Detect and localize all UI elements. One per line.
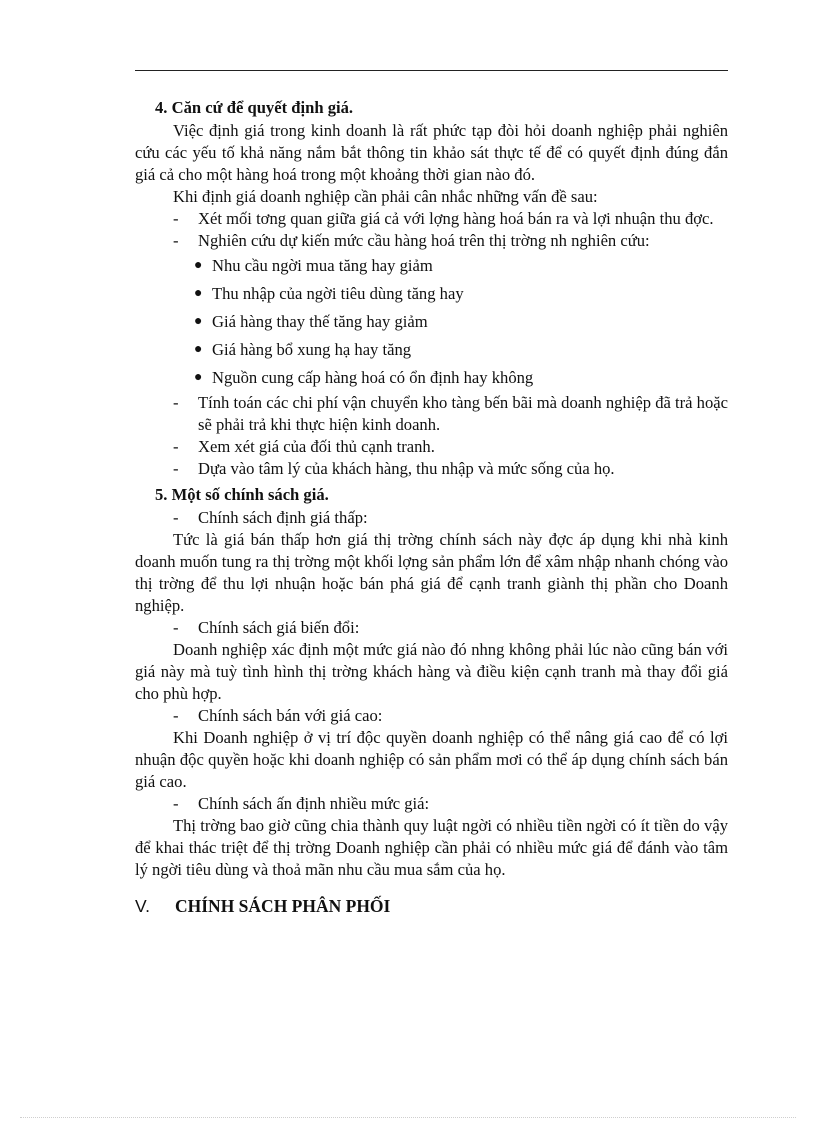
policy-title: Chính sách giá biến đổi: [198, 618, 360, 637]
bullet-icon: ● [194, 258, 203, 273]
dash-marker: - [173, 393, 179, 412]
bullet-icon: ● [194, 370, 203, 385]
section-4-paragraph-1: Việc định giá trong kinh doanh là rất phức tạp đòi hỏi doanh nghiệp phải nghiên cứu các yếu tố khả năng nắm bắt thông tin khảo sát thực tế để có quyết định đúng đắn giá cả cho một hàng hoá trong một khoảng thời gian nào đó. [135, 121, 728, 184]
section-5-heading: 5. Một số chính sách giá. [155, 485, 329, 504]
list-item [135, 793, 728, 815]
document-body [135, 95, 728, 917]
footer-dotted-rule [20, 1117, 796, 1118]
list-item [135, 507, 728, 529]
bullet-icon: ● [194, 286, 203, 301]
section-5-paragraph-1: Tức là giá bán thấp hơn giá thị trờng chính sách này đợc áp dụng khi nhà kinh doanh muốn tung ra thị trờng một khối lợng sản phẩm lớn để xâm nhập nhanh chóng vào thị trờng để thu lợi nhuận hoặc bán phá giá để cạnh tranh giành thị phần cho Doanh nghiệp. [135, 530, 728, 615]
section-5-paragraph-2: Doanh nghiệp xác định một mức giá nào đó nhng không phải lúc nào cũng bán với giá này mà tuỳ tình hình thị trờng khách hàng và điều kiện cạnh tranh mà thay đổi giá cho phù hợp. [135, 640, 728, 703]
list-item-text: Tính toán các chi phí vận chuyển kho tàng bến bãi mà doanh nghiệp đã trả hoặc sẽ phải trả khi thực hiện kinh doanh. [198, 393, 728, 434]
bullet-item [135, 252, 728, 280]
dash-marker: - [173, 231, 179, 250]
section-5-paragraph-3: Khi Doanh nghiệp ở vị trí độc quyền doanh nghiệp có thể nâng giá cao để có lợi nhuận độc quyền hoặc khi doanh nghiệp có sản phẩm mơi có thể áp dụng chính sách bán giá cao. [135, 728, 728, 791]
bullet-icon: ● [194, 342, 203, 357]
section-5-paragraph-4: Thị trờng bao giờ cũng chia thành quy luật ngời có nhiều tiền ngời có ít tiền do vậy để khai thác triệt để thị trờng Doanh nghiệp cần phải có nhiều mức giá để đánh vào tâm lý ngời tiêu dùng và thoả mãn nhu cầu mua sắm của họ. [135, 816, 728, 879]
list-item [135, 458, 728, 480]
bullet-text: Giá hàng thay thế tăng hay giảm [212, 312, 428, 331]
section-v-numeral: V. [135, 896, 150, 916]
dash-marker: - [173, 459, 179, 478]
list-item [135, 705, 728, 727]
bullet-text: Thu nhập của ngời tiêu dùng tăng hay [212, 284, 464, 303]
list-item [135, 436, 728, 458]
list-item-text: Nghiên cứu dự kiến mức cầu hàng hoá trên thị trờng nh nghiên cứu: [198, 231, 650, 250]
section-v-title: CHÍNH SÁCH PHÂN PHỐI [175, 896, 391, 916]
list-item [135, 392, 728, 436]
bullet-item [135, 308, 728, 336]
list-item-text: Xét mối tơng quan giữa giá cả với lợng hàng hoá bán ra và lợi nhuận thu đợc. [198, 209, 714, 228]
section-4-heading: 4. Căn cứ để quyết định giá. [155, 98, 354, 117]
dash-marker: - [173, 706, 179, 725]
policy-title: Chính sách ấn định nhiều mức giá: [198, 794, 430, 813]
header-rule [135, 70, 728, 71]
list-item [135, 617, 728, 639]
bullet-item [135, 364, 728, 392]
list-item [135, 230, 728, 252]
dash-marker: - [173, 618, 179, 637]
list-item-text: Xem xét giá của đối thủ cạnh tranh. [198, 437, 435, 456]
list-item-text: Dựa vào tâm lý của khách hàng, thu nhập và mức sống của họ. [198, 459, 615, 478]
section-4-paragraph-2: Khi định giá doanh nghiệp cần phải cân nhắc những vấn đề sau: [173, 187, 598, 206]
bullet-item [135, 280, 728, 308]
section-v-heading [135, 895, 728, 917]
dash-marker: - [173, 794, 179, 813]
bullet-icon: ● [194, 314, 203, 329]
bullet-text: Nhu cầu ngời mua tăng hay giảm [212, 256, 433, 275]
policy-title: Chính sách bán với giá cao: [198, 706, 383, 725]
list-item [135, 208, 728, 230]
bullet-text: Nguồn cung cấp hàng hoá có ổn định hay không [212, 368, 534, 387]
dash-marker: - [173, 508, 179, 527]
bullet-item [135, 336, 728, 364]
dash-marker: - [173, 437, 179, 456]
dash-marker: - [173, 209, 179, 228]
policy-title: Chính sách định giá thấp: [198, 508, 368, 527]
bullet-text: Giá hàng bổ xung hạ hay tăng [212, 340, 412, 359]
